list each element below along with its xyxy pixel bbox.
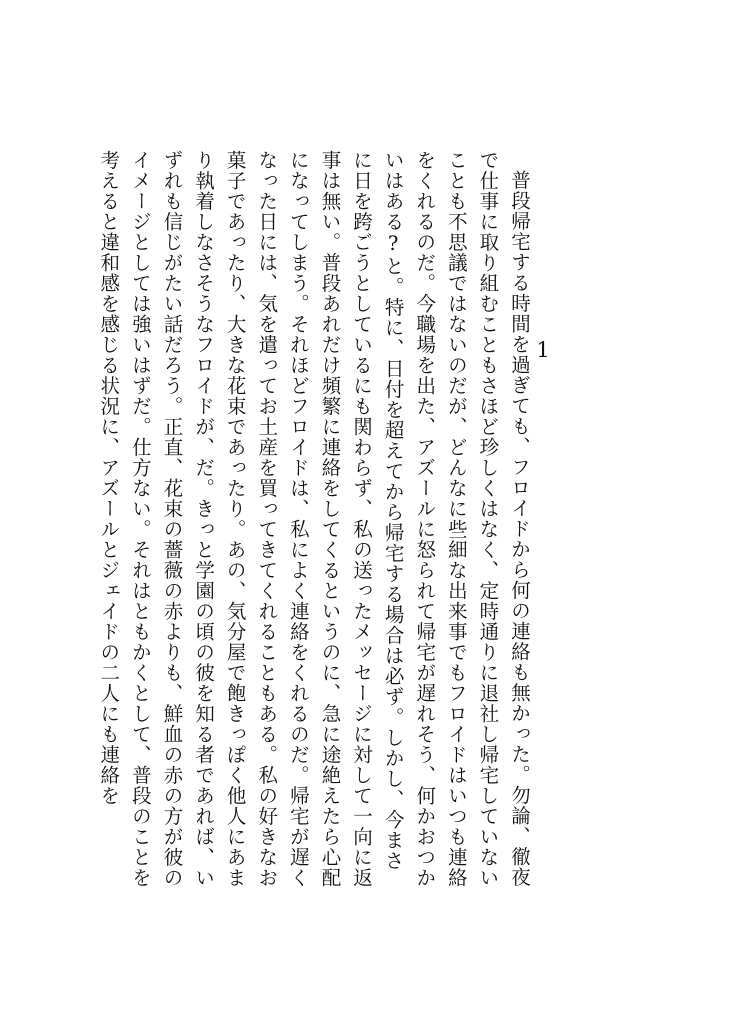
body-text (97, 150, 535, 890)
page-number: 1 (536, 338, 550, 362)
paragraph: 普段帰宅する時間を過ぎても、フロイドから何の連絡も無かった。勿論、徹夜で仕事に取り組むこともさほど珍しくはなく、定時通りに退社し帰宅していないことも不思議ではないのだが、どんなに些細な出来事でもフロイドはいつも連絡をくれるのだ。今職場を出た、アズールに怒られて帰宅が遅れそう、何かおつかいはある?と。特に、日付を超えてから帰宅する場合は必ず。しかし、今まさに日を跨ごうとしているにも関わらず、私の送ったメッセージに対して一向に返事は無い。普段あれだけ頻繁に連絡をしてくるというのに、急に途絶えたら心配になってしまう。それほどフロイドは、私によく連絡をくれるのだ。帰宅が遅くなった日には、気を遣ってお土産を買ってきてくれることもある。私の好きなお菓子であったり、大きな花束であったり。あの、気分屋で飽きっぽく他人にあまり執着しなさそうなフロイドが、だ。きっと学園の頃の彼を知る者であれば、いずれも信じがたい話だろう。正直、花束の薔薇の赤よりも、鮮血の赤の方が彼のイメージとしては強いはずだ。仕方ない。それはともかくとして、普段のことを考えると違和感を感じる状況に、アズールとジェイドの二人にも連絡を (97, 150, 531, 888)
